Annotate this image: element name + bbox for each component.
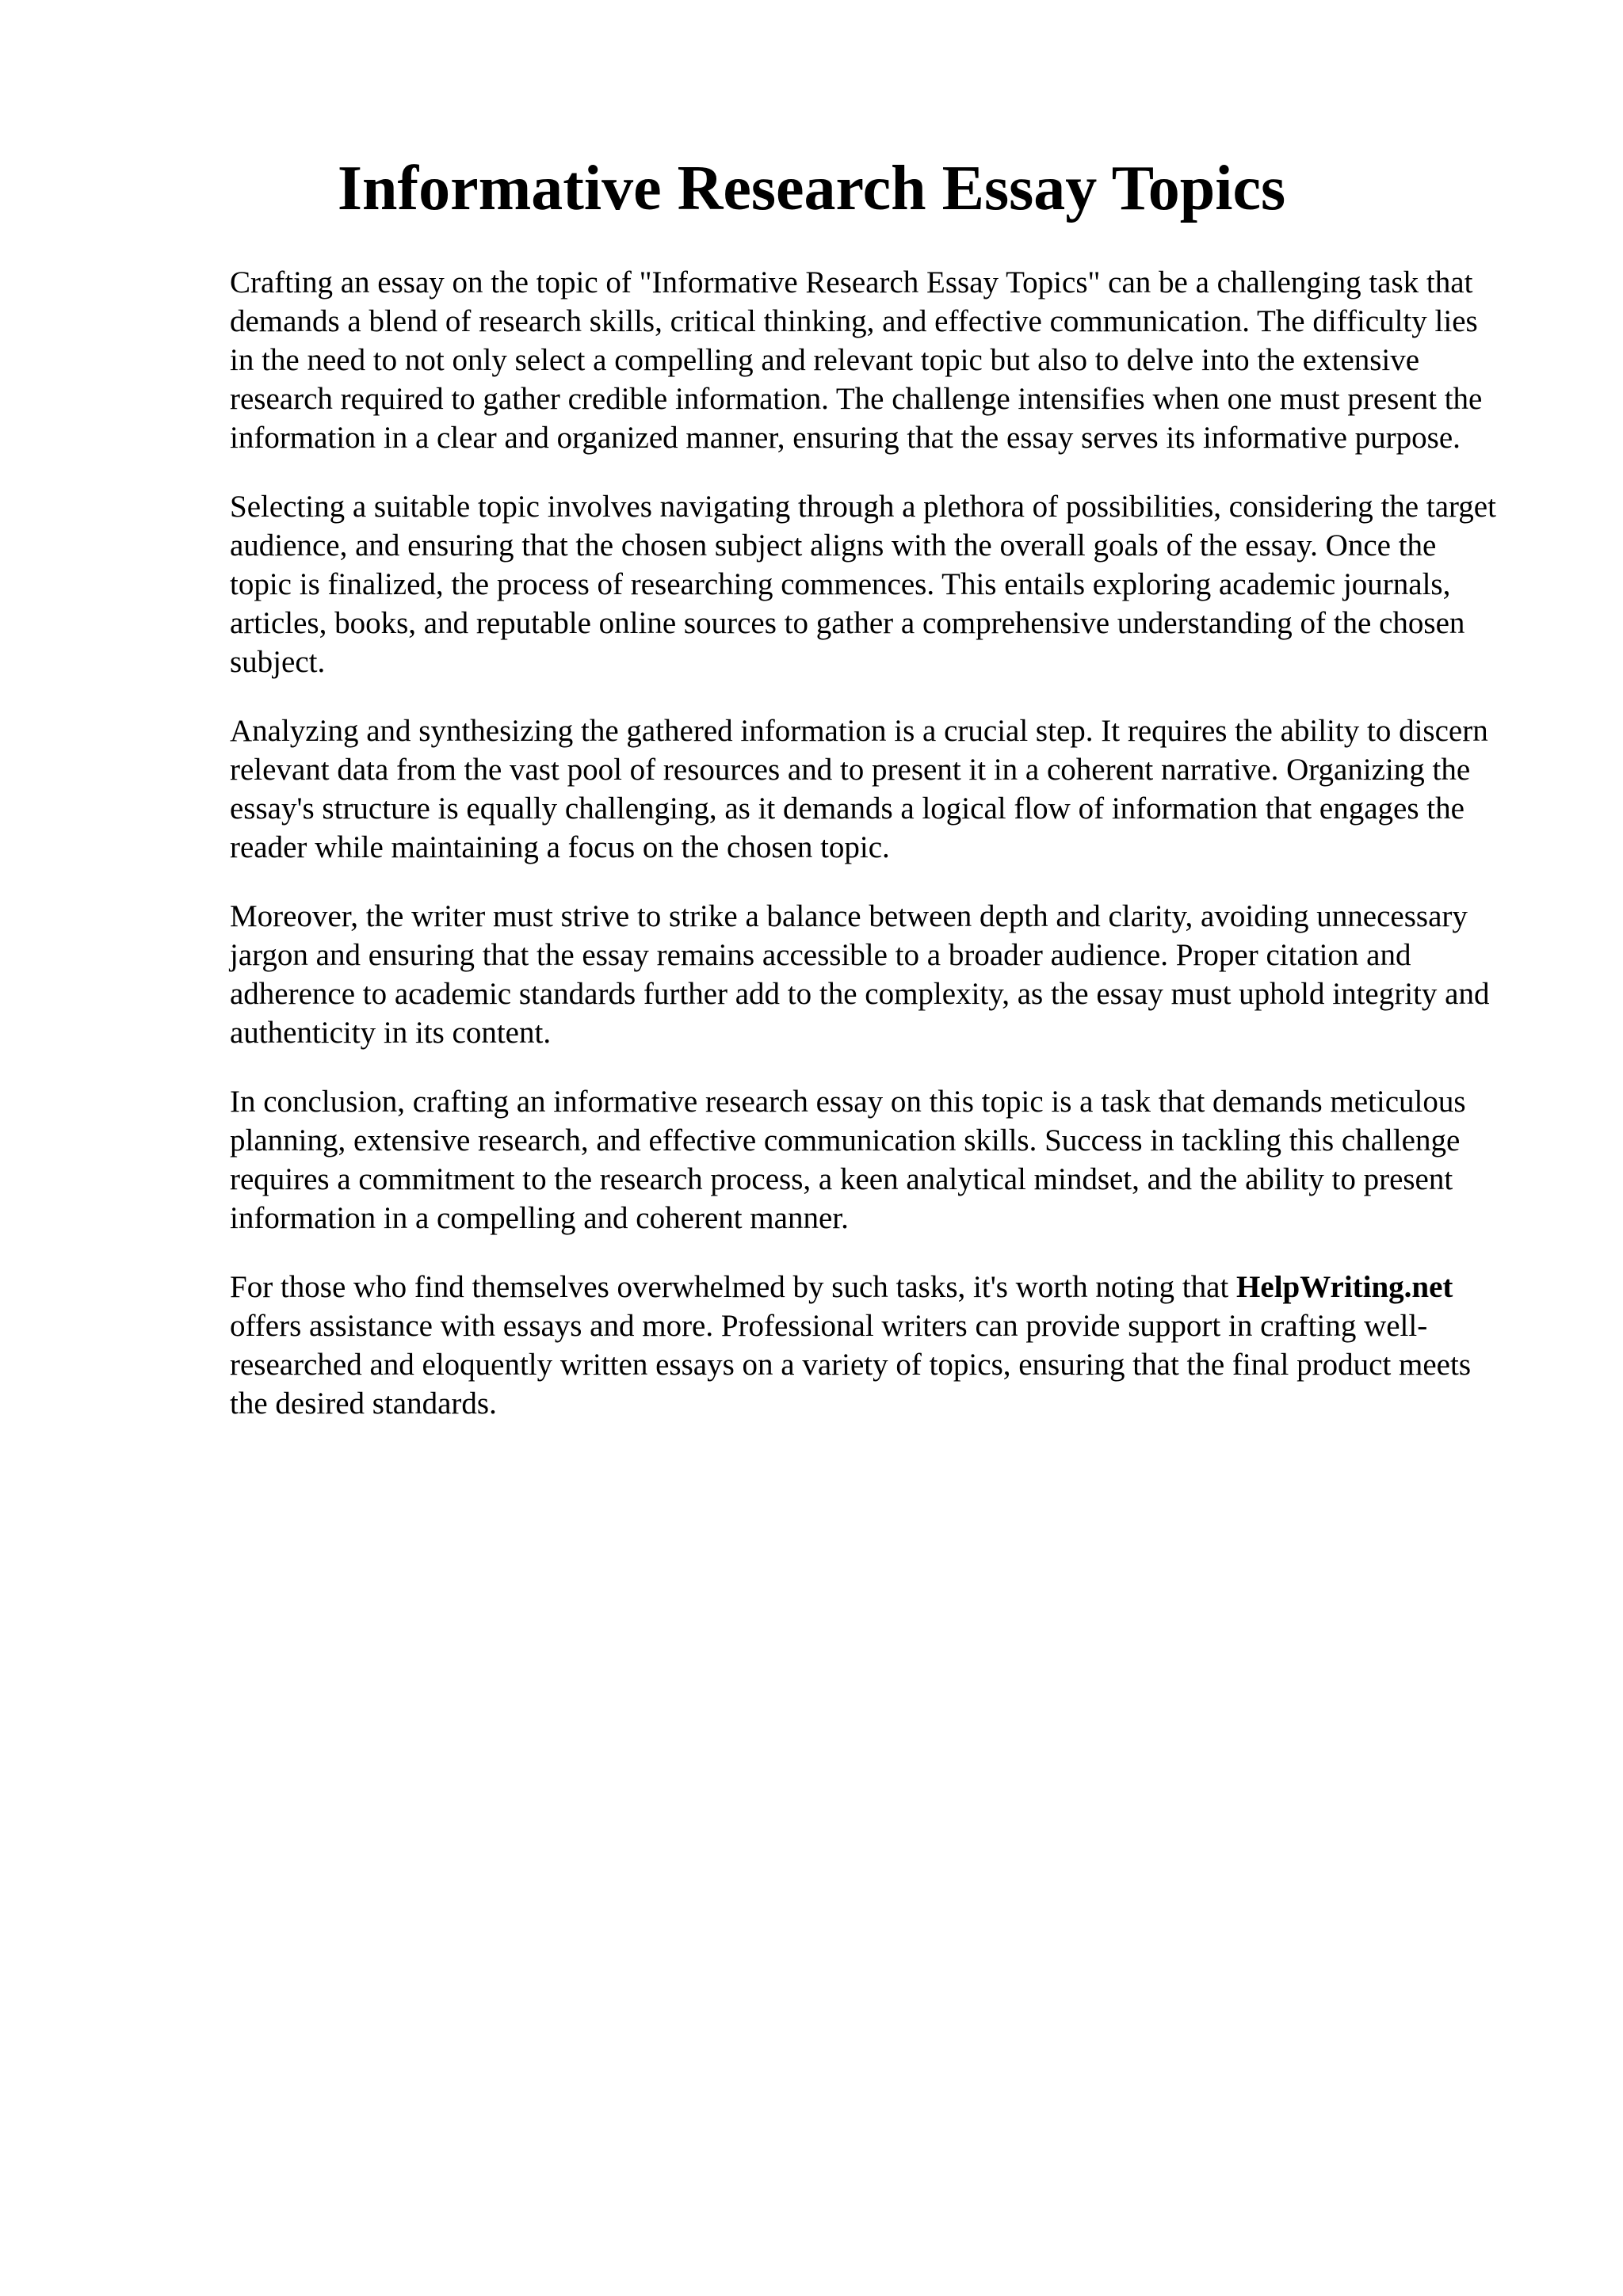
- essay-body: [230, 263, 1498, 1453]
- paragraph-2: Selecting a suitable topic involves navigating through a plethora of possibilities, considering the target audience, and ensuring that the chosen subject aligns with the overall goals of the essay. Once the topic is finalized, the process of researching commences. This entails exploring academic journals, articles, books, and reputable online sources to gather a comprehensive understanding of the chosen subject.: [230, 490, 1496, 679]
- paragraph-4: Moreover, the writer must strive to strike a balance between depth and clarity, avoiding unnecessary jargon and ensuring that the essay remains accessible to a broader audience. Proper citation and adherence to academic standards further add to the complexity, as the essay must uphold integrity and authenticity in its content.: [230, 899, 1490, 1050]
- paragraph-3: Analyzing and synthesizing the gathered information is a crucial step. It requires the ability to discern relevant data from the vast pool of resources and to present it in a coherent narrative. Organizing the essay's structure is equally challenging, as it demands a logical flow of information that engages the reader while maintaining a focus on the chosen topic.: [230, 714, 1488, 864]
- paragraph-6-rest: offers assistance with essays and more. Professional writers can provide support in crafting well-researched and eloquently written essays on a variety of topics, ensuring that the final product meets the desired standards.: [230, 1309, 1471, 1421]
- paragraph-5: In conclusion, crafting an informative research essay on this topic is a task that demands meticulous planning, extensive research, and effective communication skills. Success in tackling this challenge requires a commitment to the research process, a keen analytical mindset, and the ability to present information in a compelling and coherent manner.: [230, 1085, 1466, 1235]
- paragraph-6-intro: For those who find themselves overwhelmed by such tasks, it's worth noting that: [230, 1270, 1237, 1304]
- brand-name: HelpWriting.net: [1236, 1270, 1453, 1304]
- paragraph-6: [230, 1268, 1498, 1423]
- paragraph-1: Crafting an essay on the topic of "Informative Research Essay Topics" can be a challenging task that demands a blend of research skills, critical thinking, and effective communication. The difficulty lies in the need to not only select a compelling and relevant topic but also to delve into the extensive research required to gather credible information. The challenge intensifies when one must present the information in a clear and organized manner, ensuring that the essay serves its informative purpose.: [230, 265, 1483, 455]
- page-title: Informative Research Essay Topics: [337, 154, 1286, 223]
